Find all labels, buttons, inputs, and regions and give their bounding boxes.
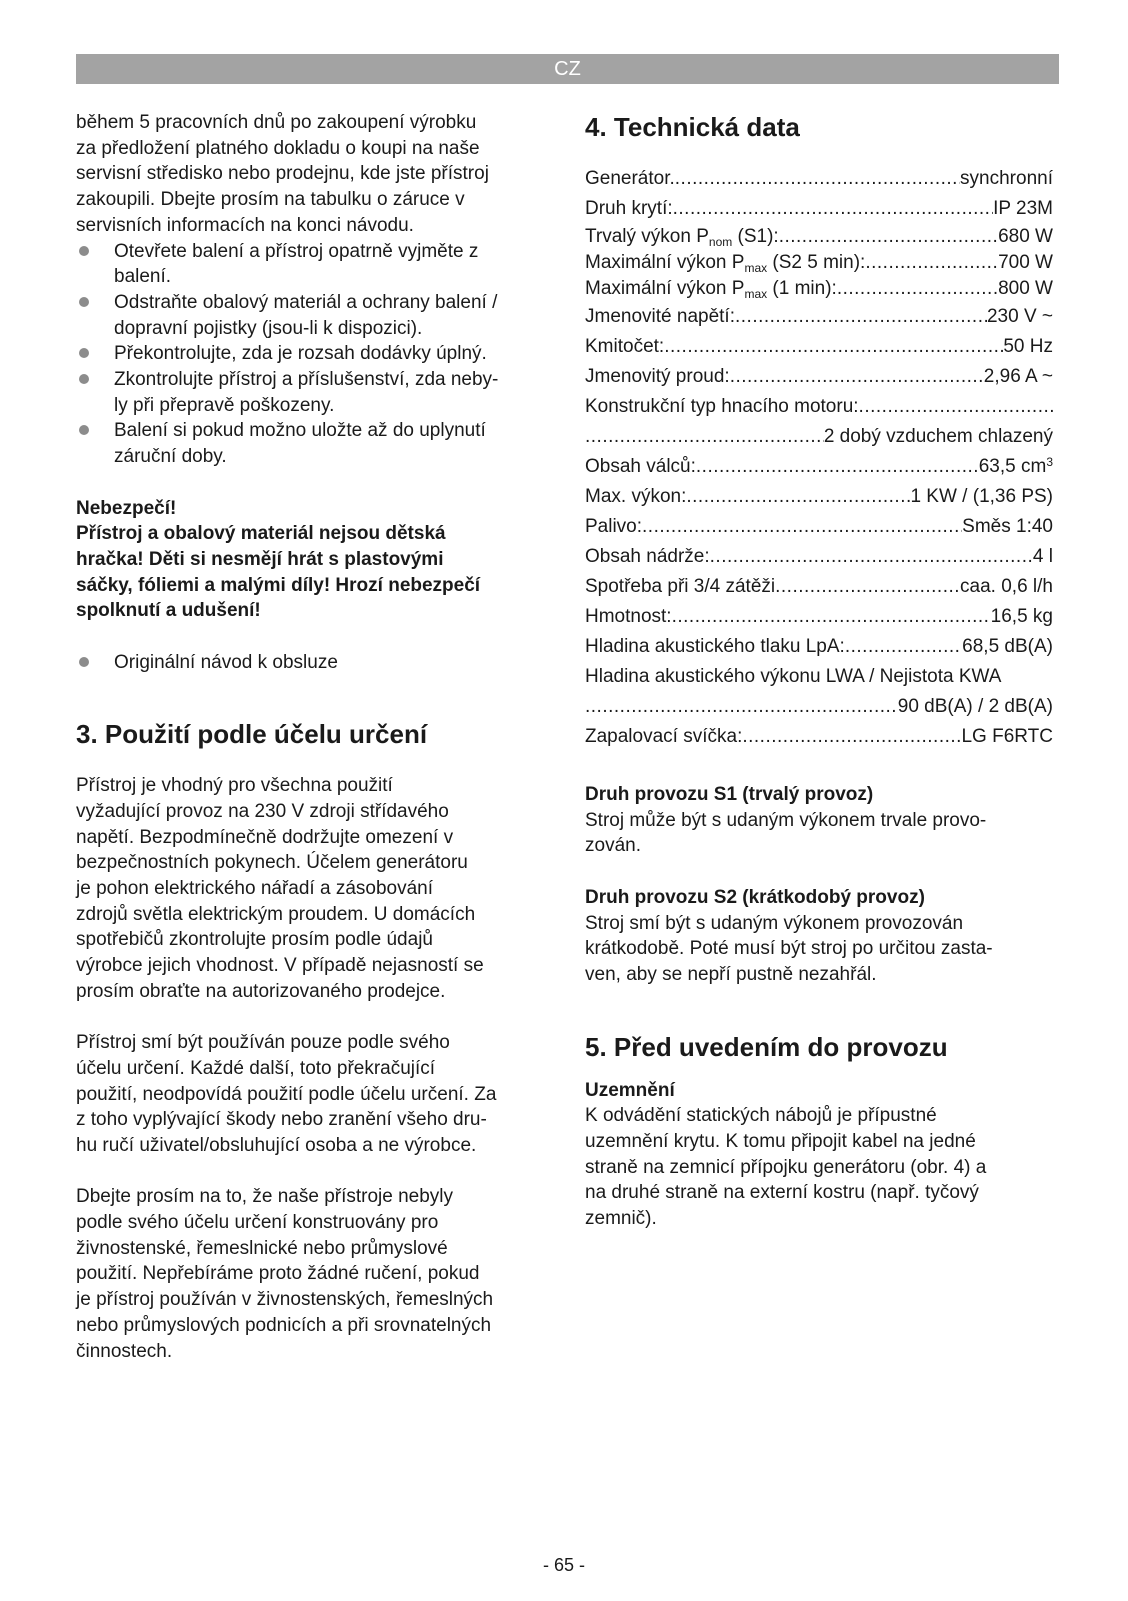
language-header-bar <box>76 54 1059 84</box>
operation-mode-s1: Druh provozu S1 (trvalý provoz) Stroj může být s udaným výkonem trvale provo- zován. <box>585 782 1053 859</box>
list-item: Otevřete balení a přístroj opatrně vyjměte z balení. <box>76 239 546 290</box>
list-item: Originální návod k obsluze <box>76 650 546 676</box>
bullet-icon <box>79 657 89 667</box>
operation-mode-s2: Druh provozu S2 (krátkodobý provoz) Stroj smí být s udaným výkonem provozován krátkodobě. Poté musí být stroj po určitou zasta- ven, aby se nepří pustně nezahřál. <box>585 885 1053 988</box>
list-item: Balení si pokud možno uložte až do uplynutí záruční doby. <box>76 418 546 469</box>
bullet-icon <box>79 348 89 358</box>
technical-data-table <box>585 164 1053 752</box>
spec-row-max-power-1min: Maximální výkon $P_{max}$ (1 min): ..... 800 W <box>585 276 1053 302</box>
spec-row-current: Jmenovitý proud: ..... 2,96 A ~ <box>585 362 1053 392</box>
list-item: Zkontrolujte přístroj a příslušenství, zda neby- ly při přepravě poškozeny. <box>76 367 546 418</box>
spec-row-sound-power-value: ..... 90 dB(A) / 2 dB(A) <box>585 692 1053 722</box>
spec-row-engine-type-label: Konstrukční typ hnacího motoru: ..... <box>585 392 1053 422</box>
spec-row-protection: Druh krytí: ..... IP 23M <box>585 194 1053 224</box>
subheading: Druh provozu S1 (trvalý provoz) <box>585 784 874 805</box>
subheading: Druh provozu S2 (krátkodobý provoz) <box>585 886 925 908</box>
text-line: sáčky, fóliemi a malými díly! Hrozí nebezpečí <box>76 574 481 596</box>
left-column <box>76 110 546 1364</box>
section-4-heading: 4. Technická data <box>585 112 800 142</box>
spec-row-fuel: Palivo: ..... Směs 1:40 <box>585 512 1053 542</box>
warning-title: Nebezpečí! <box>76 497 177 519</box>
list-item: Odstraňte obalový materiál a ochrany balení / dopravní pojistky (jsou-li k dispozici). <box>76 290 546 341</box>
bullet-icon <box>79 246 89 256</box>
spec-row-continuous-power: Trvalý výkon $P_{nom}$ (S1): ..... 680 W <box>585 224 1053 250</box>
grounding-section: Uzemnění K odvádění statických nábojů je přípustné uzemnění krytu. K tomu připojit kabel na jedné straně na zemnicí přípojku generátoru (obr. 4) a na druhé straně na externí kostru (např. tyčový zemnič). <box>585 1078 1053 1232</box>
bullet-icon <box>79 297 89 307</box>
spec-row-sound-pressure: Hladina akustického tlaku LpA: ..... 68,5 dB(A) <box>585 632 1053 662</box>
list-item: Překontrolujte, zda je rozsah dodávky úplný. <box>76 341 546 367</box>
intro-paragraph <box>76 110 546 239</box>
text-line: servisních informacích na konci návodu. <box>76 214 414 236</box>
spec-row-weight: Hmotnost: ..... 16,5 kg <box>585 602 1053 632</box>
danger-warning <box>76 496 546 625</box>
section-5-heading: 5. Před uvedením do provozu <box>585 1031 948 1062</box>
right-column <box>585 110 1053 1232</box>
text-line: za předložení platného dokladu o koupi na naše <box>76 137 480 159</box>
spec-row-tank: Obsah nádrže: ..... 4 l <box>585 542 1053 572</box>
text-line: během 5 pracovních dnů po zakoupení výrobku <box>76 112 477 133</box>
text-line: Přístroj a obalový materiál nejsou dětská <box>76 523 446 545</box>
spec-row-frequency: Kmitočet: ..... 50 Hz <box>585 332 1053 362</box>
text-line: spolknutí a udušení! <box>76 600 261 622</box>
unpacking-steps-list <box>76 239 546 470</box>
bullet-icon <box>79 425 89 435</box>
language-code: CZ <box>554 58 581 80</box>
spec-row-max-power-5min: Maximální výkon $P_{max}$ (S2 5 min): ..... 700 W <box>585 250 1053 276</box>
spec-row-sound-power-label: Hladina akustického výkonu LWA / Nejistota KWA <box>585 666 1002 687</box>
included-items-list <box>76 650 546 676</box>
page-number: - 65 - <box>542 1555 585 1575</box>
section-3-paragraph-3: Dbejte prosím na to, že naše přístroje nebyly podle svého účelu určení konstruovány pro živnostenské, řemeslnické nebo průmyslové použití. Nepřebíráme proto žádné ručení, pokud je přístroj používán v živnostenských, řemeslných nebo průmyslových podnicích a při srovnatelných činnostech. <box>76 1186 494 1362</box>
spec-row-spark-plug: Zapalovací svíčka: ..... LG F6RTC <box>585 722 1053 752</box>
text-line: servisní středisko nebo prodejnu, kde jste přístroj <box>76 163 489 185</box>
subheading: Uzemnění <box>585 1079 675 1101</box>
section-3-paragraph-1: Přístroj je vhodný pro všechna použití vyžadující provoz na 230 V zdroji střídavého napětí. Bezpodmínečně dodržujte omezení v bezpečnostních pokynech. Účelem generátoru je pohon elektrického nářadí a zásobování zdrojů světla elektrickým proudem. U domácích spotřebičů zkontrolujte prosím podle údajů výrobce jejich vhodnost. V případě nejasností se prosím obraťte na autorizovaného prodejce. <box>76 775 484 1002</box>
spec-row-displacement: Obsah válců: ..... 63,5 $cm^3$ <box>585 452 1053 482</box>
section-3-heading: 3. Použití podle účelu určení <box>76 719 428 750</box>
spec-row-generator: Generátor. ..... synchronní <box>585 164 1053 194</box>
bullet-icon <box>79 374 89 384</box>
section-3-paragraph-2: Přístroj smí být používán pouze podle svého účelu určení. Každé další, toto překračující použití, neodpovídá použití podle účelu určení. Za z toho vyplývající škody nebo zranění všeho dru- hu ručí uživatel/obsluhující osoba a ne výrobce. <box>76 1032 497 1156</box>
spec-row-voltage: Jmenovité napětí: ..... 230 V ~ <box>585 302 1053 332</box>
text-line: zakoupili. Dbejte prosím na tabulku o záruce v <box>76 189 465 211</box>
spec-row-consumption: Spotřeba při 3/4 zátěži ..... caa. 0,6 l/h <box>585 572 1053 602</box>
text-line: hračka! Děti si nesmějí hrát s plastovými <box>76 548 444 570</box>
spec-row-max-output: Max. výkon: ..... 1 KW / (1,36 PS) <box>585 482 1053 512</box>
spec-row-engine-type-value: ..... 2 dobý vzduchem chlazený <box>585 422 1053 452</box>
